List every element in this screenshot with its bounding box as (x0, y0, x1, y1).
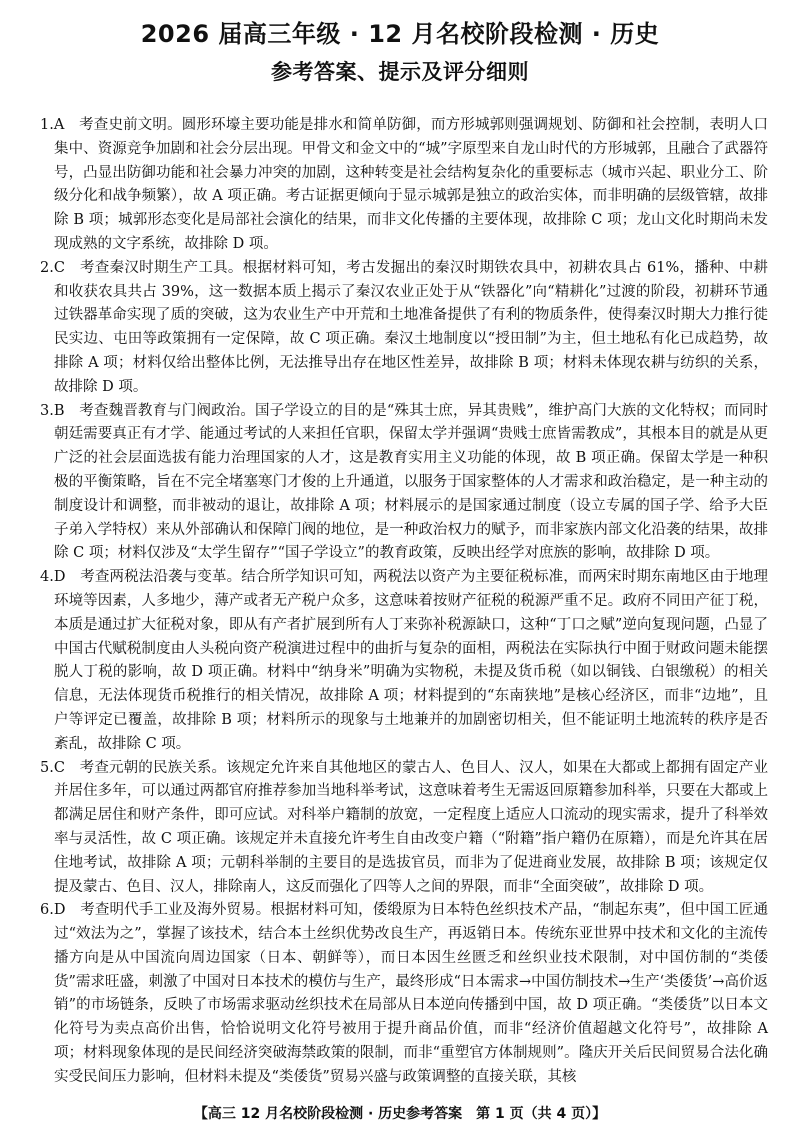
answer-item-5: 5.C 考查元朝的民族关系。该规定允许来自其他地区的蒙古人、色目人、汉人，如果在大都或上都拥有固定产业并居住多年，可以通过两都官府推荐参加当地科举考试，这意味着考生无需返回原籍参加科举，只要在大都或上都满足居住和财产条件，即可应试。对科举户籍制的放宽，一定程度上适应人口流动的现实需求，提升了科举效率与灵活性，故 C 项正确。该规定并未直接允许考生自由改变户籍（“附籍”指户籍仍在原籍），而是允许其在居住地考试，故排除 A 项；元朝科举制的主要目的是选拔官员，而非为了促进商业发展，故排除 B 项；该规定仅提及蒙古、色目、汉人，排除南人，这反而强化了四等人之间的界限，而非“全面突破”，故排除 D 项。 (40, 759, 768, 895)
answer-body (40, 114, 768, 1090)
page-footer: 【高三 12 月名校阶段检测 · 历史参考答案 第 1 页（共 4 页）】 (193, 1106, 607, 1122)
answer-item-4: 4.D 考查两税法沿袭与变革。结合所学知识可知，两税法以资产为主要征税标准，而两宋时期东南地区由于地理环境等因素，人多地少，薄产或者无产税户众多，这意味着按财产征税的税源严重不足。政府不同田产征丁税，本质是通过扩大征税对象，即从有产者扩展到所有人丁来弥补税源缺口，这种“丁口之赋”逆向复现问题，凸显了中国古代赋税制度由人头税向资产税演进过程中的曲折与复杂的面相，两税法在实际执行中囿于财政问题未能摆脱人丁税的影响，故 D 项正确。材料中“纳身米”明确为实物税，未提及货币税（如以铜钱、白银缴税）的相关信息，无法体现货币税推行的相关情况，故排除 A 项；材料提到的“东南狭地”是核心经济区，而非“边地”，且户等评定已覆盖，故排除 B 项；材料所示的现象与土地兼并的加剧密切相关，但不能证明土地流转的秩序是否紊乱，故排除 C 项。 (40, 569, 768, 752)
answer-item-3: 3.B 考查魏晋教育与门阀政治。国子学设立的目的是“殊其士庶，异其贵贱”，维护高门大族的文化特权；而同时朝廷需要真正有才学、能通过考试的人来担任官职，保留太学并强调“贵贱士庶皆需教成”，其根本目的就是从更广泛的社会层面选拔有能力治理国家的人才，这是教育实用主义功能的体现，故 B 项正确。保留太学是一种积极的平衡策略，旨在不完全堵塞寒门才俊的上升通道，以服务于国家整体的人才需求和政治稳定，是一种主动的制度设计和调整，而非被动的退让，故排除 A 项；材料展示的是国家通过制度（设立专属的国子学、给予大臣子弟入学特权）来从外部确认和保障门阀的地位，是一种政治权力的赋予，而非家族内部文化沿袭的结果，故排除 C 项；材料仅涉及“太学生留存”“国子学设立”的教育政策，反映出经学对庶族的影响，故排除 D 项。 (40, 402, 768, 562)
document-title: 2026 届高三年级 · 12 月名校阶段检测 · 历史 (140, 20, 660, 48)
answer-item-2: 2.C 考查秦汉时期生产工具。根据材料可知，考古发掘出的秦汉时期铁农具中，初耕农具占 61%，播种、中耕和收获农具共占 39%，这一数据本质上揭示了秦汉农业正处于从“铁器化”向“精耕化”过渡的阶段，初耕环节通过铁器革命实现了质的突破，这为农业生产中开荒和土地准备提供了有利的物质条件，使得秦汉时期大力推行徙民实边、屯田等政策拥有一定保障，故 C 项正确。秦汉土地制度以“授田制”为主，但土地私有化已成趋势，故排除 A 项；材料仅给出整体比例，无法推导出存在地区性差异，故排除 B 项；材料未体现农耕与纺织的关系，故排除 D 项。 (40, 259, 768, 395)
answer-item-6: 6.D 考查明代手工业及海外贸易。根据材料可知，倭缎原为日本特色丝织技术产品，“制起东夷”，但中国工匠通过“效法为之”，掌握了该技术，结合本土丝织优势改良生产，再返销日本。传统东亚世界中技术和文化的主流传播方向是从中国流向周边国家（日本、朝鲜等），而日本因生丝匮乏和丝织业技术限制，对中国仿制的“类倭货”需求旺盛，刺激了中国对日本技术的模仿与生产，最终形成“日本需求→中国仿制技术→生产‘类倭货’→高价返销”的市场链条，反映了市场需求驱动丝织技术在局部从日本逆向传播到中国，故 D 项正确。“类倭货”以日本文化符号为卖点高价出售，恰恰说明文化符号被用于提升商品价值，而非“经济价值超越文化符号”，故排除 A 项；材料现象体现的是民间经济突破海禁政策的限制，而非“重塑官方体制规则”。隆庆开关后民间贸易合法化确实受民间压力影响，但材料未提及“类倭货”贸易兴盛与政策调整的直接关联，其核 (40, 902, 768, 1085)
document-subtitle: 参考答案、提示及评分细则 (271, 60, 529, 84)
answer-item-1: 1.A 考查史前文明。圆形环壕主要功能是排水和简单防御，而方形城郭则强调规划、防御和社会控制，表明人口集中、资源竞争加剧和社会分层出现。甲骨文和金文中的“城”字原型来自龙山时代的方形城郭，且融合了武器符号，凸显出防御功能和社会暴力冲突的加剧，这种转变是社会结构复杂化的重要标志（城市兴起、职业分工、阶级分化和战争频繁），故 A 项正确。考古证据更倾向于显示城郭是独立的政治实体，而非明确的层级管辖，故排除 B 项；城郭形态变化是局部社会演化的结果，而非文化传播的主要体现，故排除 C 项；龙山文化时期尚未发现成熟的文字系统，故排除 D 项。 (40, 117, 768, 252)
